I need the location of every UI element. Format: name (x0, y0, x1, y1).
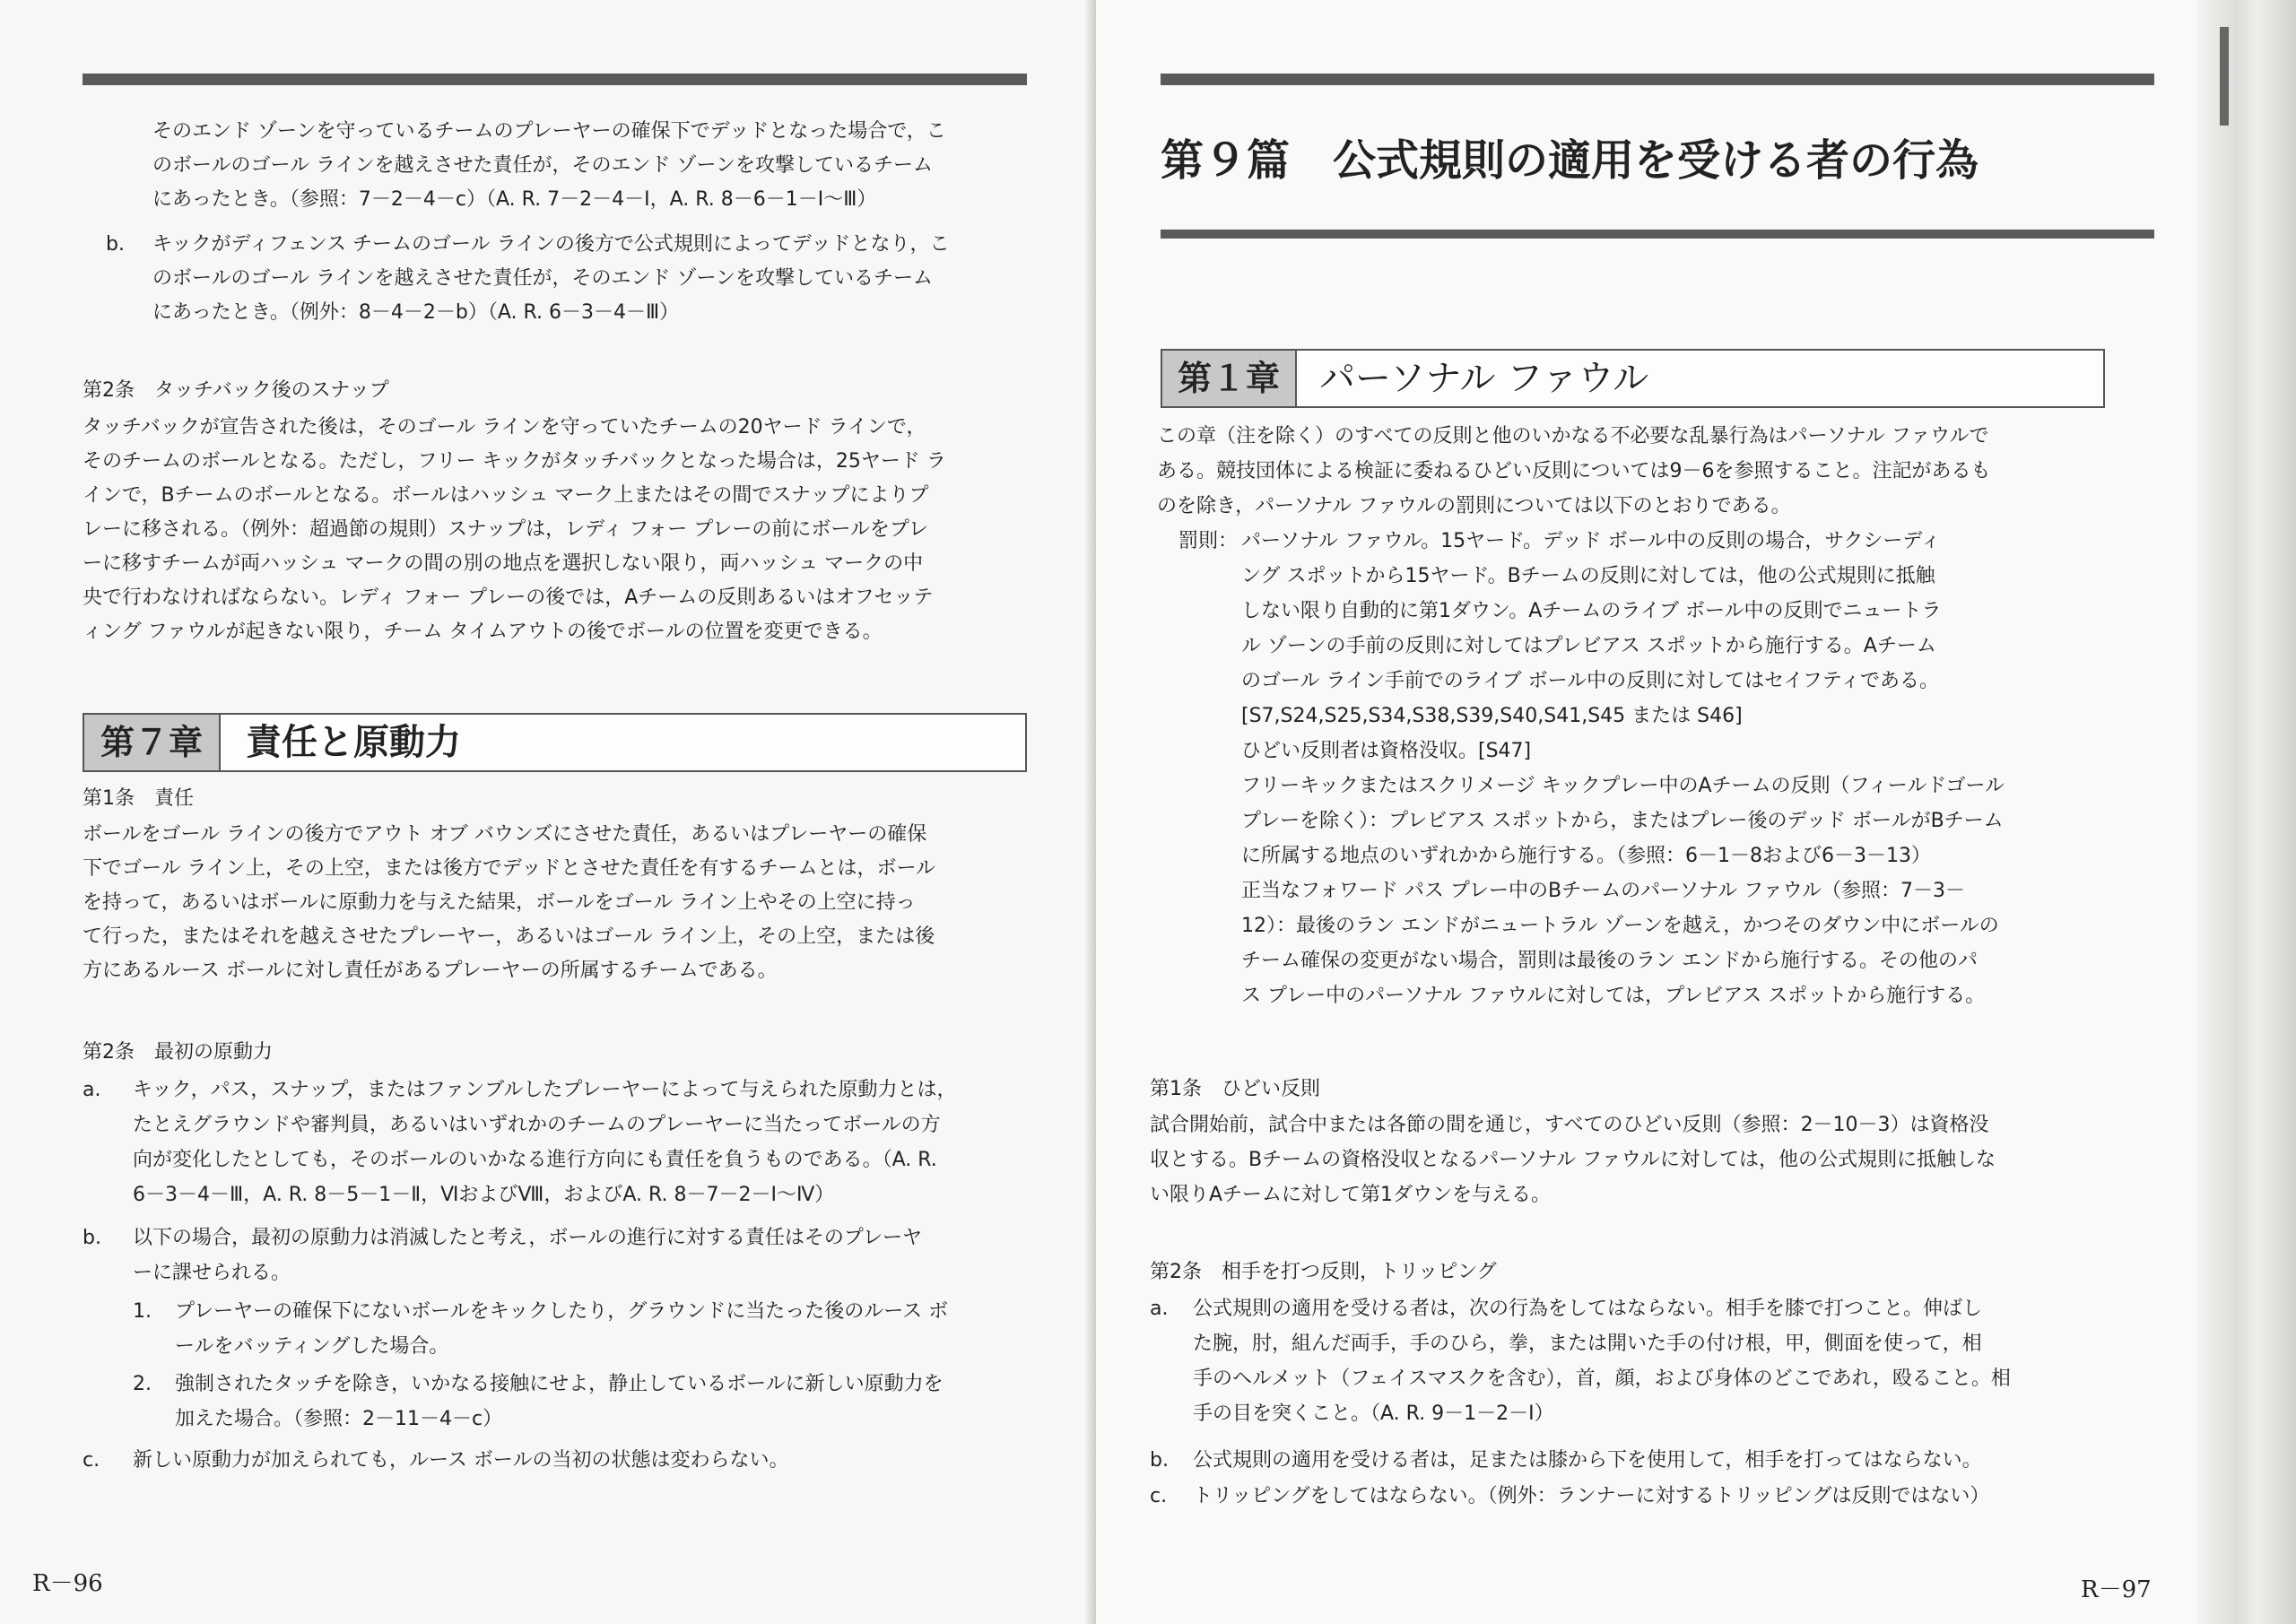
item-line: キックがディフェンス チームのゴール ラインの後方で公式規則によってデッドとなり，こ (152, 233, 950, 256)
item-line: ーに課せられる。 (133, 1262, 291, 1284)
penalty-line: パーソナル ファウル。15ヤード。デッド ボール中の反則の場合，サクシーディ (1241, 530, 1941, 552)
para-line: 試合開始前，試合中または各節の間を通じ，すべてのひどい反則（参照：2－10－3）は資格没 (1150, 1114, 1989, 1136)
penalty-line: ング スポットから15ヤード。Bチームの反則に対しては，他の公式規則に抵触 (1241, 565, 1935, 587)
item-line: 手のヘルメット（フェイスマスクを含む），首，顔，および身体のどこであれ，殴ること。相 (1193, 1368, 2011, 1390)
penalty-line: ル ゾーンの手前の反則に対してはプレビアス スポットから施行する。Aチーム (1241, 635, 1936, 657)
article-title: 第1条 責任 (83, 787, 194, 810)
item-line: にあったとき。（例外：8－4－2－b）（A. R. 6－3－4－Ⅲ） (152, 301, 680, 324)
para-line: そのチームのボールとなる。ただし，フリー キックがタッチバックとなった場合は，25ヤード ラ (83, 450, 946, 473)
item-label: b. (1150, 1449, 1169, 1472)
edge-tab (2220, 27, 2229, 126)
para-line: て行った，またはそれを越えさせたプレーヤー，あるいはゴール ライン上，その上空，または後 (83, 925, 935, 948)
para-line: ィング ファウルが起きない限り，チーム タイムアウトの後でボールの位置を変更できる。 (83, 621, 883, 643)
subitem-line: ールをバッティングした場合。 (175, 1335, 449, 1358)
item-label: b. (106, 233, 125, 256)
para-line: 下でゴール ライン上，その上空，または後方でデッドとさせた責任を有するチームとは，ボール (83, 857, 936, 880)
chapter-heading-1 (1161, 349, 2105, 408)
subitem-line: 強制されたタッチを除き，いかなる接触にせよ，静止しているボールに新しい原動力を (175, 1373, 944, 1395)
article-title: 第2条 タッチバック後のスナップ (83, 379, 389, 402)
item-line: 以下の場合，最初の原動力は消滅したと考え，ボールの進行に対する責任はそのプレーヤ (133, 1227, 923, 1249)
item-line: た腕，肘，組んだ両手，手のひら，拳，または開いた手の付け根，甲，側面を使って，相 (1193, 1333, 1982, 1355)
part-rule (1161, 230, 2154, 239)
right-page (1096, 0, 2296, 1624)
item-line: のボールのゴール ラインを越えさせた責任が，そのエンド ゾーンを攻撃しているチーム (152, 267, 934, 290)
chapter-title: パーソナル ファウル (1319, 358, 1649, 399)
penalty-line: 12）：最後のラン エンドがニュートラル ゾーンを越え，かつそのダウン中にボールの (1241, 915, 1999, 937)
page-edge (2197, 0, 2296, 1624)
para-line: を持って，あるいはボールに原動力を与えた結果，ボールをゴール ライン上やその上空に持っ (83, 891, 916, 914)
penalty-line: チーム確保の変更がない場合，罰則は最後のラン エンドから施行する。その他のパ (1241, 950, 1978, 972)
penalty-line: 正当なフォワード パス プレー中のBチームのパーソナル ファウル（参照：7－3－ (1241, 880, 1966, 902)
para-line: タッチバックが宣告された後は，そのゴール ラインを守っていたチームの20ヤード ラインで， (83, 416, 926, 439)
top-rule (1161, 74, 2154, 85)
penalty-line: ス プレー中のパーソナル ファウルに対しては，プレビアス スポットから施行する。 (1241, 985, 1986, 1007)
para-line: レーに移される。（例外：超過節の規則）スナップは，レディ フォー プレーの前にボールをプレ (83, 518, 929, 541)
top-rule (83, 74, 1027, 85)
subitem-label: 1. (133, 1300, 152, 1323)
article-title: 第1条 ひどい反則 (1150, 1078, 1320, 1100)
para-line: い限りAチームに対して第1ダウンを与える。 (1150, 1184, 1552, 1206)
para-line: 央で行わなければならない。レディ フォー プレーの後では，Aチームの反則あるいはオフセッテ (83, 586, 934, 609)
item-line: たとえグラウンドや審判員，あるいはいずれかのチームのプレーヤーに当たってボールの方 (133, 1114, 941, 1136)
page-number: R－96 (32, 1570, 103, 1597)
penalty-label: 罰則： (1178, 530, 1239, 552)
penalty-line: に所属する地点のいずれかから施行する。（参照：6－1－8および6－3－13） (1241, 845, 1931, 867)
subitem-line: 加えた場合。（参照：2－11－4－c） (175, 1408, 503, 1430)
chapter-heading-7 (83, 713, 1027, 772)
para-line: ボールをゴール ラインの後方でアウト オブ バウンズにさせた責任，あるいはプレーヤーの確保 (83, 823, 927, 846)
para-line: 方にあるルース ボールに対し責任があるプレーヤーの所属するチームである。 (83, 960, 778, 982)
cont-line: のボールのゴール ラインを越えさせた責任が，そのエンド ゾーンを攻撃しているチーム (152, 154, 934, 177)
item-label: c. (1150, 1485, 1168, 1507)
intro-line: のを除き，パーソナル ファウルの罰則については以下のとおりである。 (1157, 495, 1791, 517)
cont-line: そのエンド ゾーンを守っているチームのプレーヤーの確保下でデッドとなった場合で，こ (152, 120, 946, 143)
article-title: 第2条 最初の原動力 (83, 1041, 273, 1064)
left-page (0, 0, 1096, 1624)
part-title: 第９篇 公式規則の適用を受ける者の行為 (1161, 135, 1979, 186)
chapter-number: 第１章 (1162, 351, 1297, 406)
item-line: 公式規則の適用を受ける者は，足または膝から下を使用して，相手を打ってはならない。 (1193, 1449, 1982, 1472)
item-line: 6－3－4－Ⅲ，A. R. 8－5－1－Ⅱ，ⅥおよびⅧ，およびA. R. 8－7－2－Ⅰ～Ⅳ） (133, 1184, 835, 1206)
item-line: 手の目を突くこと。（A. R. 9－1－2－Ⅰ） (1193, 1403, 1554, 1425)
item-label: b. (83, 1227, 101, 1249)
item-line: キック，パス，スナップ，またはファンブルしたプレーヤーによって与えられた原動力とは， (133, 1079, 957, 1101)
item-line: 公式規則の適用を受ける者は，次の行為をしてはならない。相手を膝で打つこと。伸ばし (1193, 1298, 1983, 1320)
intro-line: この章（注を除く）のすべての反則と他のいかなる不必要な乱暴行為はパーソナル ファウルで (1157, 425, 1989, 447)
para-line: 収とする。Bチームの資格没収となるパーソナル ファウルに対しては，他の公式規則に抵触しな (1150, 1149, 1996, 1171)
item-label: c. (83, 1449, 100, 1472)
article-title: 第2条 相手を打つ反則，トリッピング (1150, 1261, 1497, 1283)
item-line: トリッピングをしてはならない。（例外：ランナーに対するトリッピングは反則ではない） (1193, 1485, 1990, 1507)
page-number: R－97 (2081, 1576, 2152, 1603)
penalty-line: ひどい反則者は資格没収。[S47] (1241, 740, 1532, 762)
penalty-line: プレーを除く）：プレビアス スポットから，またはプレー後のデッド ボールがBチーム (1241, 810, 2004, 832)
subitem-line: プレーヤーの確保下にないボールをキックしたり，グラウンドに当たった後のルース ボ (175, 1300, 949, 1323)
cont-line: にあったとき。（参照：7－2－4－c）（A. R. 7－2－4－Ⅰ，A. R. 8－6－1－Ⅰ～Ⅲ） (152, 188, 877, 211)
chapter-number: 第７章 (84, 715, 221, 770)
para-line: インで，Bチームのボールとなる。ボールはハッシュ マーク上またはその間でスナップによりプ (83, 484, 929, 507)
penalty-line: フリーキックまたはスクリメージ キックプレー中のAチームの反則（フィールドゴール (1241, 775, 2005, 797)
penalty-line: のゴール ライン手前でのライブ ボール中の反則に対してはセイフティである。 (1241, 670, 1940, 692)
penalty-line: [S7,S24,S25,S34,S38,S39,S40,S41,S45 または S46] (1241, 705, 1743, 727)
subitem-label: 2. (133, 1373, 152, 1395)
item-label: a. (83, 1079, 101, 1101)
chapter-title: 責任と原動力 (246, 722, 461, 763)
intro-line: ある。競技団体による検証に委ねるひどい反則については9－6を参照すること。注記があるも (1157, 460, 1991, 482)
penalty-line: しない限り自動的に第1ダウン。Aチームのライブ ボール中の反則でニュートラ (1241, 600, 1942, 622)
item-line: 新しい原動力が加えられても，ルース ボールの当初の状態は変わらない。 (133, 1449, 789, 1472)
item-line: 向が変化したとしても，そのボールのいかなる進行方向にも責任を負うものである。（A. R. (133, 1149, 937, 1171)
item-label: a. (1150, 1298, 1169, 1320)
para-line: ーに移すチームが両ハッシュ マークの間の別の地点を選択しない限り，両ハッシュ マークの中 (83, 552, 924, 575)
